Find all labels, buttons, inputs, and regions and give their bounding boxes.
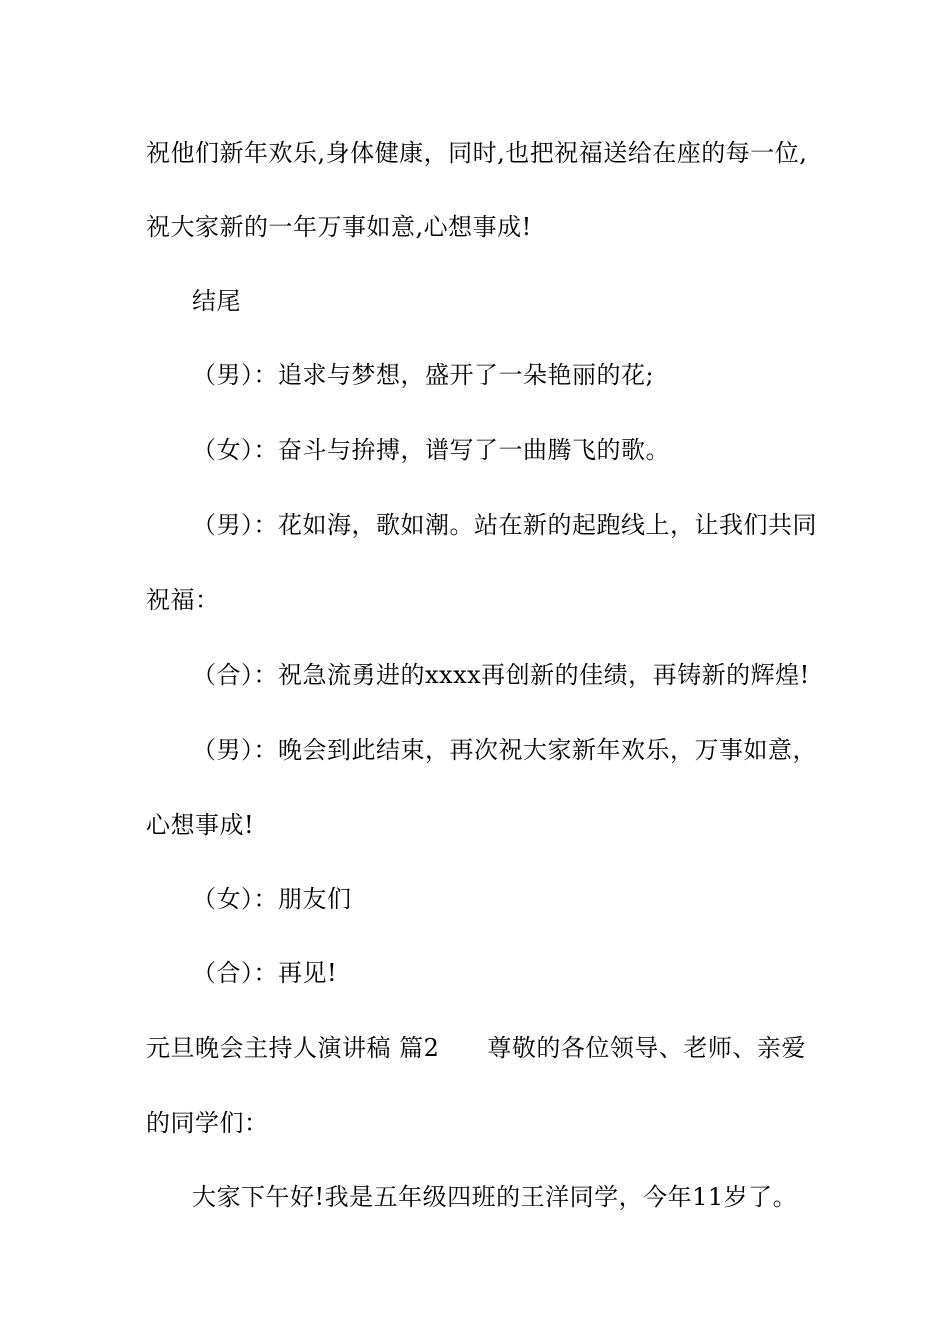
text-line: 祝福： [146, 586, 220, 614]
text-line: 心想事成! [146, 811, 255, 839]
spacer [439, 1028, 487, 1068]
text-line: （女）：朋友们 [192, 885, 352, 913]
text-line: （女）：奋斗与拚搏，谱写了一曲腾飞的歌。 [192, 436, 670, 464]
text-line: 大家下午好!我是五年级四班的王洋同学，今年11岁了。 [192, 1183, 798, 1211]
text-line: （男）：追求与梦想，盛开了一朵艳丽的花; [192, 361, 655, 389]
text-line: 祝大家新的一年万事如意,心想事成! [146, 213, 532, 241]
text-line: （合）：祝急流勇进的xxxx再创新的佳绩，再铸新的辉煌! [192, 661, 810, 689]
section-first-line: 尊敬的各位领导、老师、亲爱 [487, 1034, 806, 1062]
text-line: 祝他们新年欢乐,身体健康，同时,也把祝福送给在座的每一位, [146, 139, 808, 167]
text-line: 的同学们： [146, 1109, 269, 1137]
text-line: （男）：花如海，歌如潮。站在新的起跑线上，让我们共同 [192, 511, 817, 539]
section-title-line [146, 1028, 826, 1068]
section-heading: 结尾 [192, 287, 241, 315]
text-line: （男）：晚会到此结束，再次祝大家新年欢乐，万事如意， [192, 736, 817, 764]
section-title: 元旦晚会主持人演讲稿 篇2 [146, 1034, 440, 1062]
text-line: （合）：再见! [192, 959, 338, 987]
